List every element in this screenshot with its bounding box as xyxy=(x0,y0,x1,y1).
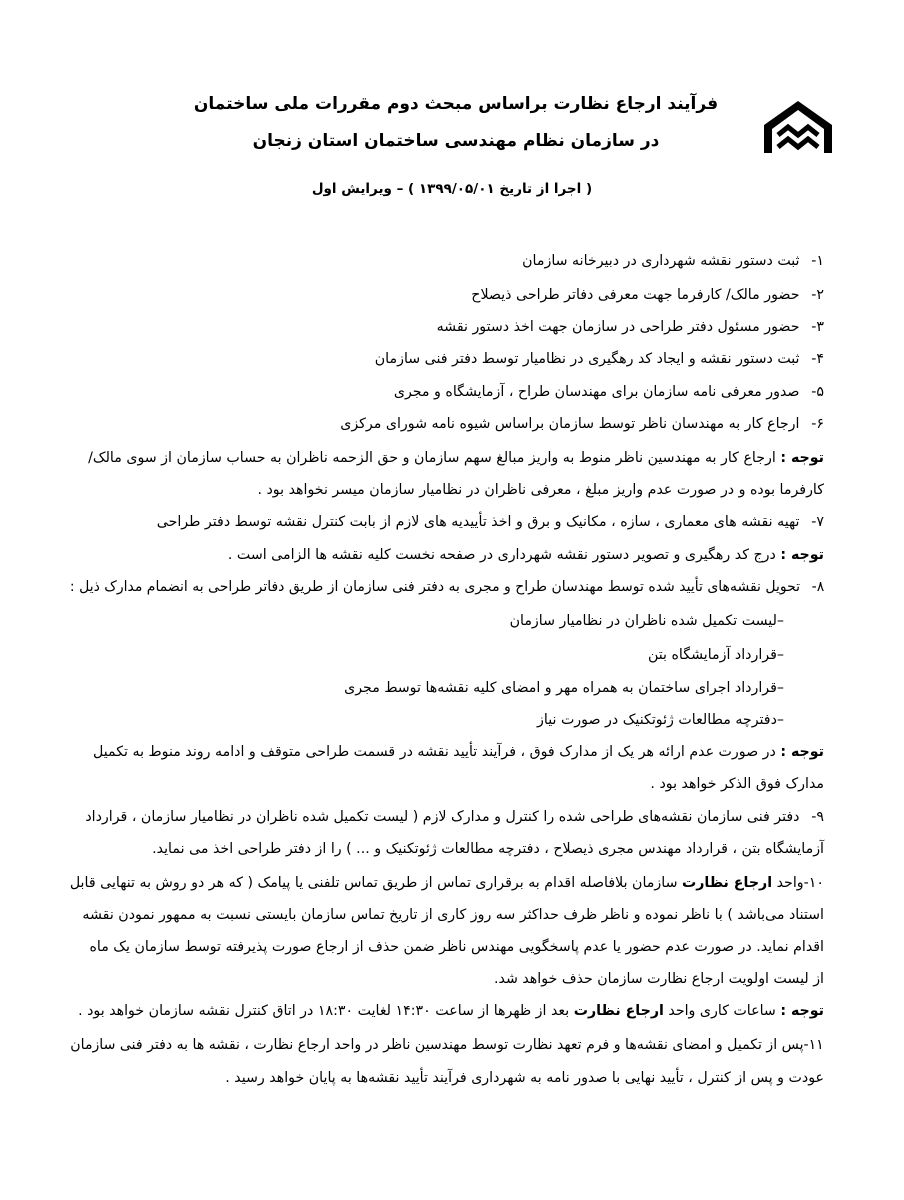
list-item xyxy=(471,285,824,305)
item-number: ۱۱- xyxy=(803,1037,824,1053)
list-item xyxy=(394,382,824,402)
list-item-continuation: عودت و پس از کنترل ، تأیید نهایی با صدور نامه به شهرداری فرآیند تأیید نقشه‌ها به پایان خواهد رسید . xyxy=(225,1070,824,1086)
sub-item: –لیست تکمیل شده ناظران در نظامیار سازمان xyxy=(509,613,784,629)
item-text: صدور معرفی نامه سازمان برای مهندسان طراح ، آزمایشگاه و مجری xyxy=(393,384,800,400)
list-item xyxy=(71,1035,824,1055)
item-text: پس از تکمیل و امضای نقشه‌ها و فرم تعهد نظارت توسط مهندسین ناظر در واحد ارجاع نظارت ، نقشه ها به دفتر فنی سازمان xyxy=(70,1037,804,1053)
item-text-bold: ارجاع نظارت xyxy=(681,875,773,891)
version-date-line: ( اجرا از تاریخ ۱۳۹۹/۰۵/۰۱ ) – ویرایش اول xyxy=(311,181,593,197)
item-number: ۴- xyxy=(811,351,824,367)
note-text: بعد از ظهرها از ساعت ۱۴:۳۰ لغایت ۱۸:۳۰ در اتاق کنترل نقشه سازمان خواهد بود . xyxy=(78,1003,570,1019)
list-item xyxy=(375,349,824,369)
list-item-continuation: از لیست اولویت ارجاع نظارت سازمان حذف خواهد شد. xyxy=(494,971,824,987)
note-text-prefix: ساعات کاری واحد xyxy=(668,1003,776,1019)
note-line xyxy=(257,480,824,500)
item-text: حضور مالک/ کارفرما جهت معرفی دفاتر طراحی ذیصلاح xyxy=(471,287,800,303)
note-label: توجه : xyxy=(780,744,824,760)
list-item-continuation: آزمایشگاه بتن ، قرارداد مهندس مجری ذیصلاح ، دفترچه مطالعات ژئوتکنیک و ... ) را از دفتر طراحی اخذ می نماید. xyxy=(152,841,824,857)
note-text-bold: ارجاع نظارت xyxy=(573,1003,664,1019)
item-number: ۷- xyxy=(811,514,824,530)
note-label: توجه : xyxy=(780,450,824,466)
item-text: ارجاع کار به مهندسان ناظر توسط سازمان براساس شیوه نامه شورای مرکزی xyxy=(340,416,800,432)
page-subtitle-organization: در سازمان نظام مهندسی ساختمان استان زنجان xyxy=(252,131,660,151)
item-text: دفتر فنی سازمان نقشه‌های طراحی شده را کنترل و مدارک لازم ( لیست تکمیل شده ناظران در نظامیار سازمان ، قرارداد xyxy=(85,809,800,825)
list-item xyxy=(522,251,824,271)
note-line xyxy=(88,448,824,468)
item-text: ثبت دستور نقشه شهرداری در دبیرخانه سازمان xyxy=(522,253,800,269)
list-item xyxy=(70,873,824,893)
item-number: ۸- xyxy=(811,579,824,595)
item-text: سازمان بلافاصله اقدام به برقراری تماس از طریق تماس تلفنی یا پیامک ( که هر دو روش به تنهایی قابل xyxy=(69,875,678,891)
item-number: ۱- xyxy=(811,253,824,269)
list-item-continuation: اقدام نماید. در صورت عدم حضور یا عدم پاسخگویی مهندس ناظر ضمن حذف از ارجاع صورت پذیرفته توسط سازمان یک ماه xyxy=(89,939,824,955)
sub-item: –قرارداد آزمایشگاه بتن xyxy=(647,647,784,663)
item-number: ۵- xyxy=(811,384,824,400)
note-label: توجه : xyxy=(780,1003,824,1019)
note-text: ارجاع کار به مهندسین ناظر منوط به واریز مبالغ سهم سازمان و حق الزحمه ناظران به حساب سازمان از سوی مالک/ xyxy=(88,450,776,466)
item-text: تحویل نقشه‌های تأیید شده توسط مهندسان طراح و مجری به دفتر فنی سازمان از طریق دفاتر طراحی به انضمام مدارک ذیل : xyxy=(69,579,800,595)
item-text: تهیه نقشه های معماری ، سازه ، مکانیک و برق و اخذ تأییدیه های لازم از بابت کنترل نقشه توسط دفتر طراحی xyxy=(156,514,800,530)
item-number: ۳- xyxy=(811,319,824,335)
page-title: فرآیند ارجاع نظارت براساس مبحث دوم مقررات ملی ساختمان xyxy=(193,94,719,114)
note-line xyxy=(650,774,824,794)
note-text: در صورت عدم ارائه هر یک از مدارک فوق ، فرآیند تأیید نقشه در قسمت طراحی متوقف و ادامه روند منوط به تکمیل xyxy=(92,744,776,760)
list-item xyxy=(437,317,824,337)
list-item xyxy=(157,512,824,532)
item-text-prefix: واحد xyxy=(776,875,804,891)
note-text: کارفرما بوده و در صورت عدم واریز مبلغ ، معرفی ناظران در نظامیار سازمان میسر نخواهد بود . xyxy=(257,482,824,498)
list-item-continuation: استناد می‌باشد ) با ناظر نموده و ناظر ظرف حداکثر سه روز کاری از تاریخ تماس سازمان بایستی نسبت به ممهور نمودن نقشه xyxy=(82,907,824,923)
list-item xyxy=(85,807,824,827)
note-label: توجه : xyxy=(780,547,824,563)
note-line xyxy=(228,545,824,565)
item-number: ۹- xyxy=(811,809,824,825)
item-number: ۱۰- xyxy=(803,875,824,891)
list-item xyxy=(340,414,824,434)
item-number: ۶- xyxy=(811,416,824,432)
item-text: حضور مسئول دفتر طراحی در سازمان جهت اخذ دستور نقشه xyxy=(436,319,800,335)
list-item xyxy=(70,577,824,597)
item-number: ۲- xyxy=(811,287,824,303)
sub-item: –دفترچه مطالعات ژئوتکنیک در صورت نیاز xyxy=(537,712,784,728)
note-text: درج کد رهگیری و تصویر دستور نقشه شهرداری در صفحه نخست کلیه نقشه ها الزامی است . xyxy=(227,547,776,563)
note-line xyxy=(93,742,824,762)
item-text: ثبت دستور نقشه و ایجاد کد رهگیری در نظامیار توسط دفتر فنی سازمان xyxy=(374,351,800,367)
note-line xyxy=(78,1001,824,1021)
sub-item: –قرارداد اجرای ساختمان به همراه مهر و امضای کلیه نقشه‌ها توسط مجری xyxy=(344,680,784,696)
note-text: مدارک فوق الذکر خواهد بود . xyxy=(650,776,824,792)
